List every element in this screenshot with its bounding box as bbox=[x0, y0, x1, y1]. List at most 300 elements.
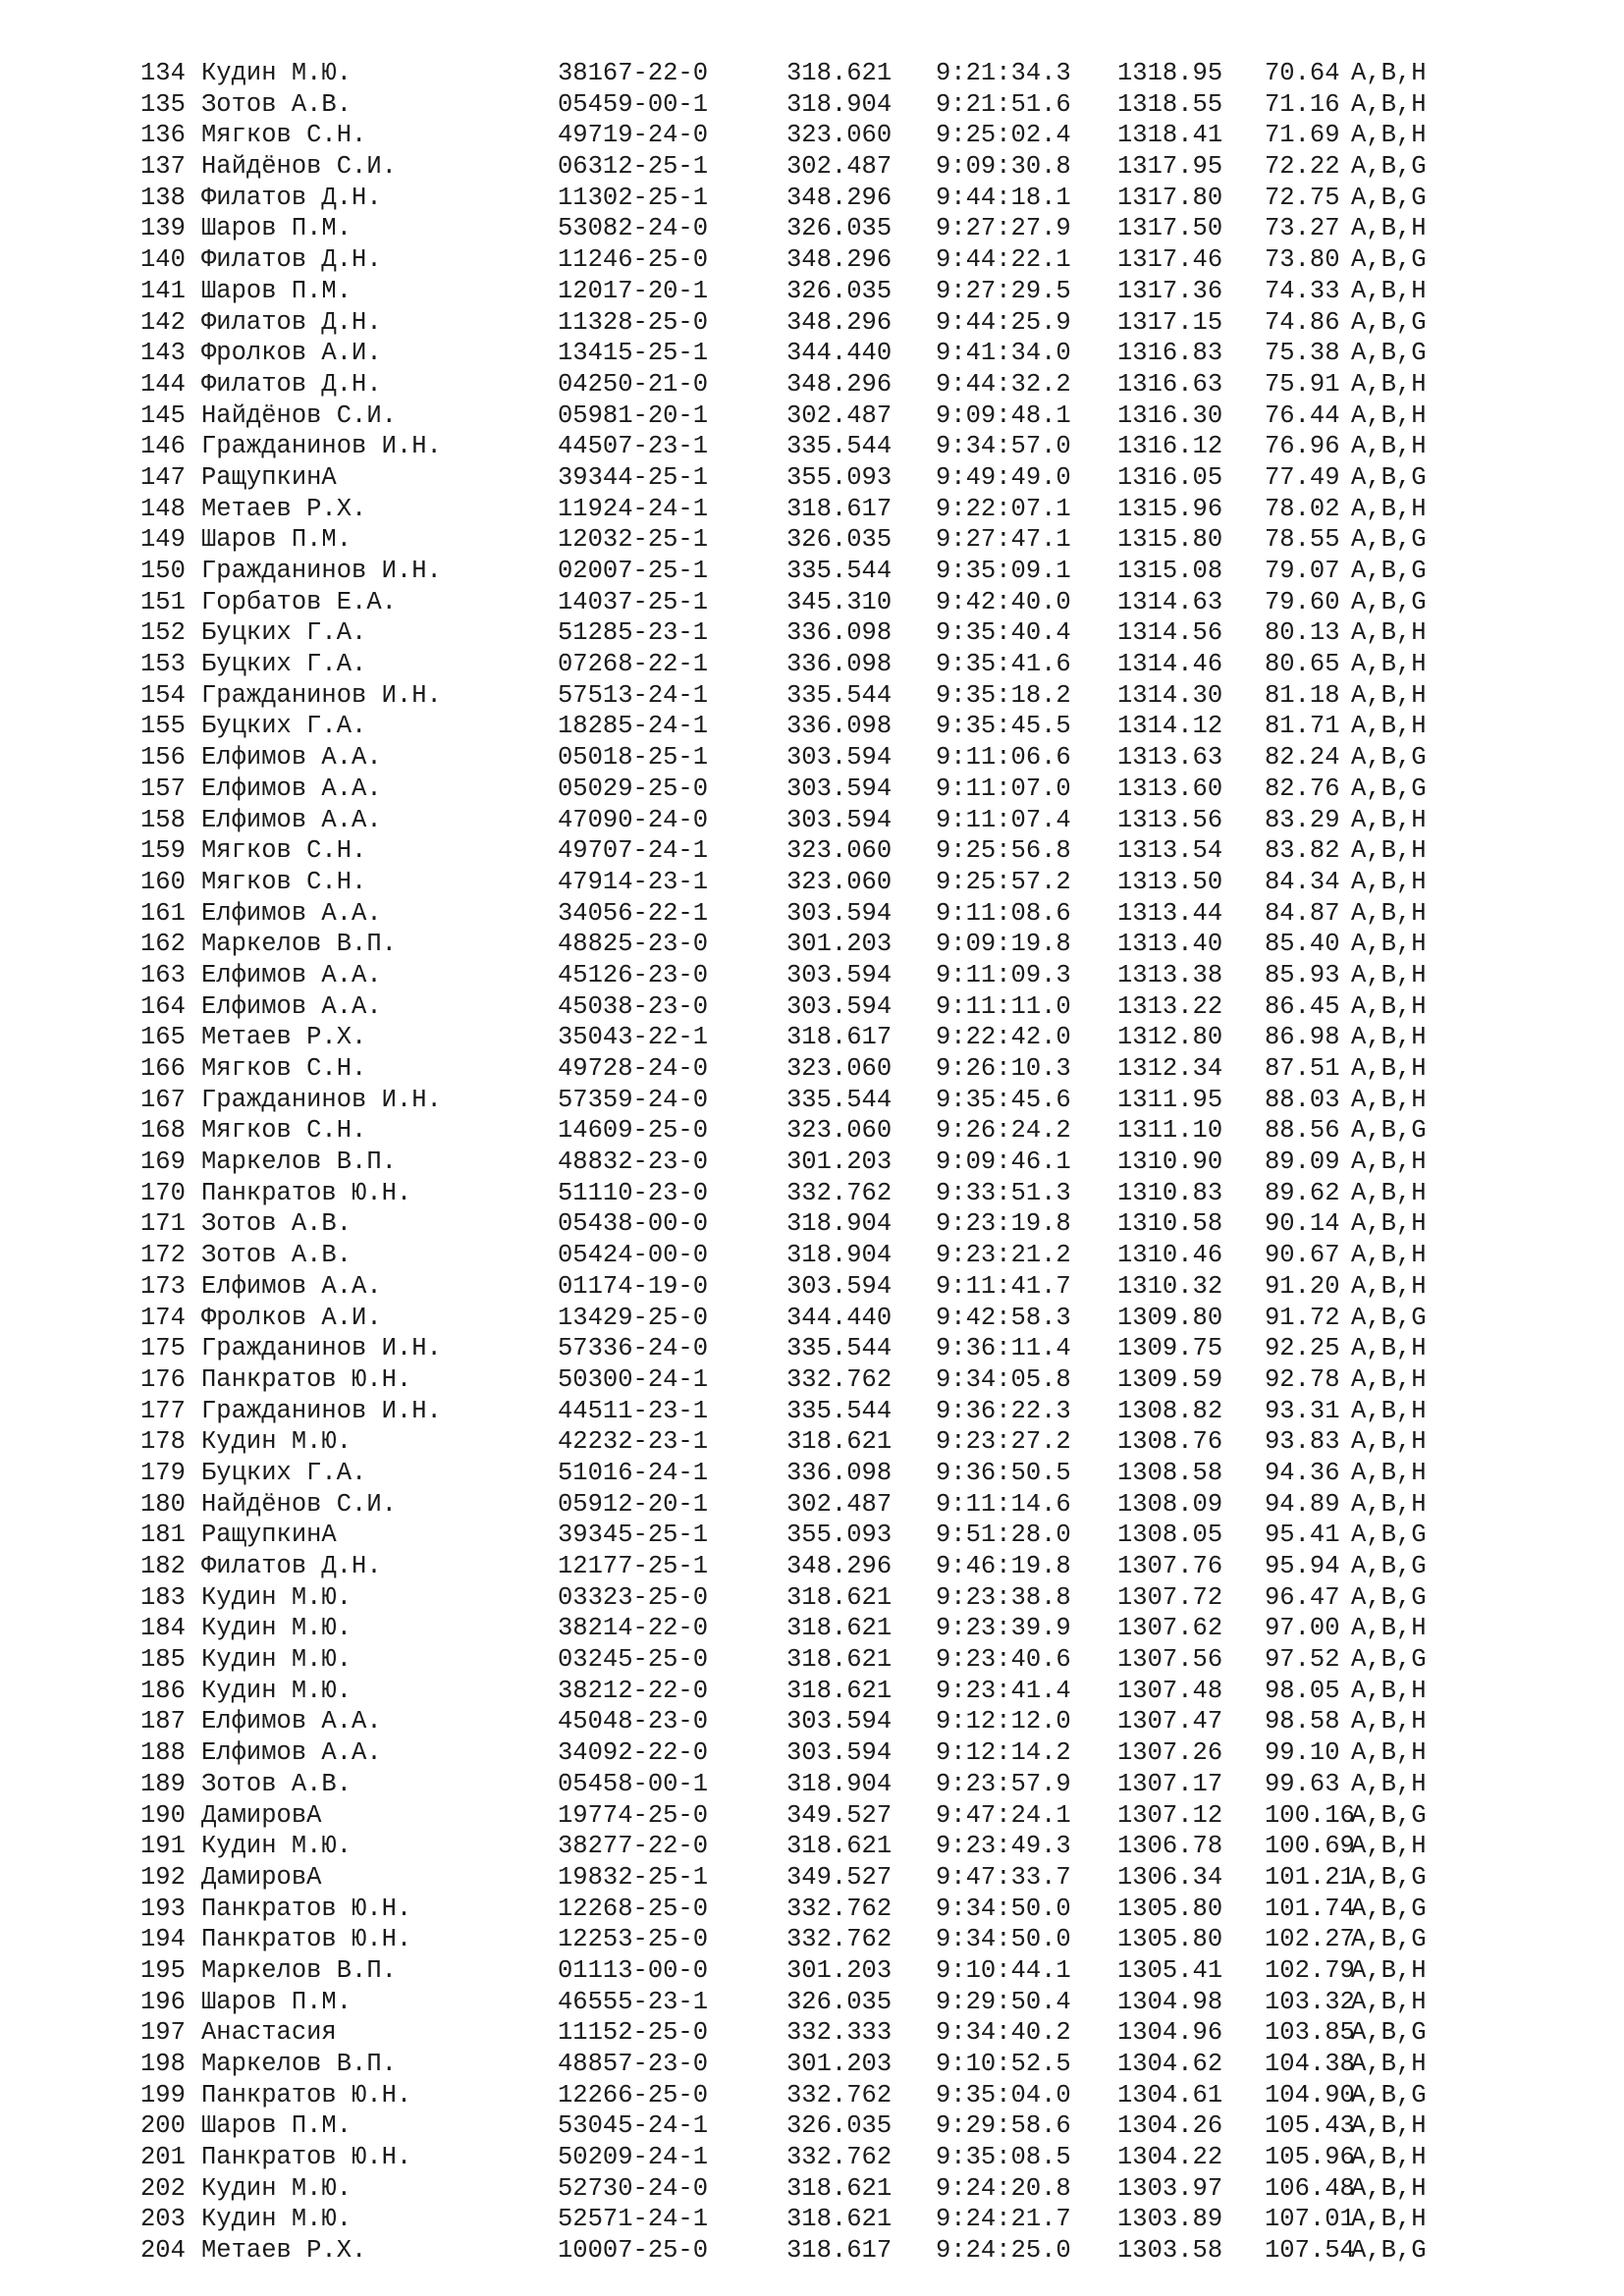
distance: 318.621 bbox=[786, 1832, 893, 1861]
distance: 348.296 bbox=[786, 369, 893, 399]
flags: A,B,H bbox=[1351, 1614, 1427, 1643]
distance: 318.904 bbox=[786, 89, 893, 119]
ring-number: 01174-19-0 bbox=[558, 1271, 709, 1301]
speed: 1317.15 bbox=[1117, 307, 1223, 337]
distance: 318.621 bbox=[786, 1427, 893, 1457]
percent: 96.47 bbox=[1265, 1582, 1340, 1612]
arrival-time: 9:11:11.0 bbox=[936, 991, 1071, 1021]
arrival-time: 9:23:27.2 bbox=[936, 1427, 1071, 1457]
participant-name: Панкратов Ю.Н. bbox=[201, 1178, 412, 1207]
row-number: 180 bbox=[140, 1489, 186, 1519]
participant-name: Филатов Д.Н. bbox=[201, 245, 382, 275]
flags: A,B,H bbox=[1351, 618, 1427, 648]
row-number: 167 bbox=[140, 1085, 186, 1114]
ring-number: 39344-25-1 bbox=[558, 462, 709, 492]
distance: 348.296 bbox=[786, 183, 893, 212]
participant-name: Кудин М.Ю. bbox=[201, 1427, 352, 1457]
arrival-time: 9:25:57.2 bbox=[936, 867, 1071, 896]
ring-number: 46555-23-1 bbox=[558, 1987, 709, 2016]
row-number: 186 bbox=[140, 1676, 186, 1705]
arrival-time: 9:29:50.4 bbox=[936, 1987, 1071, 2016]
ring-number: 45048-23-0 bbox=[558, 1707, 709, 1736]
table-row bbox=[140, 1085, 1515, 1116]
percent: 89.09 bbox=[1265, 1148, 1340, 1177]
row-number: 187 bbox=[140, 1707, 186, 1736]
table-row bbox=[140, 1022, 1515, 1053]
arrival-time: 9:34:40.2 bbox=[936, 2018, 1071, 2048]
flags: A,B,H bbox=[1351, 2143, 1427, 2172]
row-number: 201 bbox=[140, 2143, 186, 2172]
ring-number: 34056-22-1 bbox=[558, 898, 709, 928]
flags: A,B,H bbox=[1351, 1085, 1427, 1114]
row-number: 178 bbox=[140, 1427, 186, 1457]
speed: 1318.95 bbox=[1117, 59, 1223, 87]
ring-number: 45126-23-0 bbox=[558, 960, 709, 989]
arrival-time: 9:24:25.0 bbox=[936, 2236, 1071, 2266]
distance: 348.296 bbox=[786, 245, 893, 275]
percent: 104.90 bbox=[1265, 2080, 1355, 2109]
row-number: 160 bbox=[140, 867, 186, 896]
percent: 91.20 bbox=[1265, 1271, 1340, 1301]
percent: 92.78 bbox=[1265, 1364, 1340, 1394]
percent: 83.82 bbox=[1265, 836, 1340, 866]
participant-name: Елфимов А.А. bbox=[201, 805, 382, 834]
flags: A,B,H bbox=[1351, 1987, 1427, 2016]
distance: 318.904 bbox=[786, 1209, 893, 1239]
percent: 78.02 bbox=[1265, 494, 1340, 523]
speed: 1307.76 bbox=[1117, 1552, 1223, 1580]
speed: 1317.36 bbox=[1117, 276, 1223, 305]
ring-number: 10007-25-0 bbox=[558, 2236, 709, 2266]
row-number: 193 bbox=[140, 1894, 186, 1923]
percent: 106.48 bbox=[1265, 2173, 1355, 2203]
ring-number: 53045-24-1 bbox=[558, 2111, 709, 2141]
participant-name: Елфимов А.А. bbox=[201, 774, 382, 803]
table-row bbox=[140, 338, 1515, 369]
speed: 1314.63 bbox=[1117, 587, 1223, 616]
row-number: 182 bbox=[140, 1552, 186, 1580]
ring-number: 45038-23-0 bbox=[558, 991, 709, 1021]
arrival-time: 9:09:30.8 bbox=[936, 152, 1071, 182]
table-row bbox=[140, 400, 1515, 432]
ring-number: 47914-23-1 bbox=[558, 867, 709, 896]
flags: A,B,G bbox=[1351, 743, 1427, 773]
percent: 89.62 bbox=[1265, 1178, 1340, 1207]
table-row bbox=[140, 742, 1515, 774]
percent: 82.76 bbox=[1265, 774, 1340, 803]
row-number: 190 bbox=[140, 1800, 186, 1830]
percent: 94.36 bbox=[1265, 1458, 1340, 1487]
arrival-time: 9:11:09.3 bbox=[936, 960, 1071, 989]
distance: 332.762 bbox=[786, 2080, 893, 2109]
ring-number: 19832-25-1 bbox=[558, 1862, 709, 1892]
speed: 1308.09 bbox=[1117, 1489, 1223, 1519]
flags: A,B,H bbox=[1351, 214, 1427, 243]
table-row bbox=[140, 1862, 1515, 1894]
percent: 73.27 bbox=[1265, 214, 1340, 243]
arrival-time: 9:21:51.6 bbox=[936, 89, 1071, 119]
percent: 97.00 bbox=[1265, 1614, 1340, 1643]
arrival-time: 9:22:07.1 bbox=[936, 494, 1071, 523]
percent: 107.54 bbox=[1265, 2236, 1355, 2266]
speed: 1313.60 bbox=[1117, 774, 1223, 803]
arrival-time: 9:35:18.2 bbox=[936, 680, 1071, 710]
percent: 86.45 bbox=[1265, 991, 1340, 1021]
percent: 92.25 bbox=[1265, 1334, 1340, 1363]
speed: 1314.30 bbox=[1117, 680, 1223, 710]
flags: A,B,H bbox=[1351, 1209, 1427, 1239]
ring-number: 14037-25-1 bbox=[558, 587, 709, 616]
participant-name: Панкратов Ю.Н. bbox=[201, 1894, 412, 1923]
flags: A,B,G bbox=[1351, 525, 1427, 555]
percent: 85.40 bbox=[1265, 930, 1340, 959]
table-row bbox=[140, 960, 1515, 991]
flags: A,B,G bbox=[1351, 1521, 1427, 1550]
arrival-time: 9:11:14.6 bbox=[936, 1489, 1071, 1519]
row-number: 194 bbox=[140, 1925, 186, 1954]
percent: 82.24 bbox=[1265, 743, 1340, 773]
arrival-time: 9:25:56.8 bbox=[936, 836, 1071, 866]
flags: A,B,H bbox=[1351, 1023, 1427, 1052]
arrival-time: 9:36:22.3 bbox=[936, 1396, 1071, 1425]
arrival-time: 9:26:24.2 bbox=[936, 1116, 1071, 1146]
table-row bbox=[140, 1520, 1515, 1551]
flags: A,B,G bbox=[1351, 2236, 1427, 2266]
row-number: 137 bbox=[140, 152, 186, 182]
speed: 1318.55 bbox=[1117, 89, 1223, 119]
participant-name: Найдёнов С.И. bbox=[201, 1489, 397, 1519]
speed: 1313.40 bbox=[1117, 930, 1223, 959]
distance: 344.440 bbox=[786, 339, 893, 368]
row-number: 183 bbox=[140, 1582, 186, 1612]
flags: A,B,H bbox=[1351, 805, 1427, 834]
speed: 1304.98 bbox=[1117, 1987, 1223, 2016]
distance: 336.098 bbox=[786, 618, 893, 648]
speed: 1303.89 bbox=[1117, 2205, 1223, 2234]
participant-name: Елфимов А.А. bbox=[201, 1271, 382, 1301]
distance: 323.060 bbox=[786, 121, 893, 150]
percent: 72.22 bbox=[1265, 152, 1340, 182]
speed: 1312.34 bbox=[1117, 1054, 1223, 1083]
participant-name: РащупкинА bbox=[201, 462, 337, 492]
flags: A,B,H bbox=[1351, 1738, 1427, 1768]
row-number: 189 bbox=[140, 1769, 186, 1798]
distance: 302.487 bbox=[786, 152, 893, 182]
distance: 335.544 bbox=[786, 557, 893, 585]
ring-number: 04250-21-0 bbox=[558, 369, 709, 399]
distance: 303.594 bbox=[786, 1271, 893, 1301]
table-row bbox=[140, 1458, 1515, 1489]
percent: 83.29 bbox=[1265, 805, 1340, 834]
distance: 303.594 bbox=[786, 774, 893, 803]
ring-number: 18285-24-1 bbox=[558, 712, 709, 741]
table-row bbox=[140, 1240, 1515, 1271]
row-number: 139 bbox=[140, 214, 186, 243]
speed: 1310.58 bbox=[1117, 1209, 1223, 1239]
arrival-time: 9:35:09.1 bbox=[936, 557, 1071, 585]
row-number: 172 bbox=[140, 1241, 186, 1270]
participant-name: Зотов А.В. bbox=[201, 89, 352, 119]
row-number: 150 bbox=[140, 557, 186, 585]
distance: 323.060 bbox=[786, 836, 893, 866]
ring-number: 38212-22-0 bbox=[558, 1676, 709, 1705]
participant-name: Найдёнов С.И. bbox=[201, 400, 397, 430]
table-row bbox=[140, 587, 1515, 618]
row-number: 138 bbox=[140, 183, 186, 212]
table-row bbox=[140, 58, 1515, 89]
ring-number: 02007-25-1 bbox=[558, 557, 709, 585]
participant-name: ДамировА bbox=[201, 1862, 322, 1892]
percent: 99.63 bbox=[1265, 1769, 1340, 1798]
table-row bbox=[140, 1364, 1515, 1396]
distance: 318.621 bbox=[786, 1582, 893, 1612]
flags: A,B,G bbox=[1351, 245, 1427, 275]
flags: A,B,G bbox=[1351, 557, 1427, 585]
row-number: 171 bbox=[140, 1209, 186, 1239]
distance: 318.904 bbox=[786, 1769, 893, 1798]
speed: 1306.78 bbox=[1117, 1832, 1223, 1861]
speed: 1304.62 bbox=[1117, 2050, 1223, 2078]
flags: A,B,H bbox=[1351, 2205, 1427, 2234]
arrival-time: 9:23:41.4 bbox=[936, 1676, 1071, 1705]
row-number: 204 bbox=[140, 2236, 186, 2266]
percent: 80.13 bbox=[1265, 618, 1340, 648]
table-row bbox=[140, 991, 1515, 1023]
ring-number: 44507-23-1 bbox=[558, 432, 709, 461]
row-number: 134 bbox=[140, 59, 186, 87]
row-number: 151 bbox=[140, 587, 186, 616]
ring-number: 05458-00-1 bbox=[558, 1769, 709, 1798]
participant-name: РащупкинА bbox=[201, 1521, 337, 1550]
arrival-time: 9:35:40.4 bbox=[936, 618, 1071, 648]
distance: 355.093 bbox=[786, 462, 893, 492]
distance: 355.093 bbox=[786, 1521, 893, 1550]
arrival-time: 9:22:42.0 bbox=[936, 1023, 1071, 1052]
ring-number: 05424-00-0 bbox=[558, 1241, 709, 1270]
arrival-time: 9:23:39.9 bbox=[936, 1614, 1071, 1643]
percent: 93.31 bbox=[1265, 1396, 1340, 1425]
table-row bbox=[140, 1333, 1515, 1364]
percent: 95.41 bbox=[1265, 1521, 1340, 1550]
arrival-time: 9:12:14.2 bbox=[936, 1738, 1071, 1768]
speed: 1318.41 bbox=[1117, 121, 1223, 150]
percent: 86.98 bbox=[1265, 1023, 1340, 1052]
flags: A,B,G bbox=[1351, 2018, 1427, 2048]
distance: 335.544 bbox=[786, 1396, 893, 1425]
speed: 1317.80 bbox=[1117, 183, 1223, 212]
flags: A,B,H bbox=[1351, 1427, 1427, 1457]
distance: 318.621 bbox=[786, 2205, 893, 2234]
row-number: 177 bbox=[140, 1396, 186, 1425]
flags: A,B,G bbox=[1351, 183, 1427, 212]
flags: A,B,H bbox=[1351, 1489, 1427, 1519]
percent: 98.05 bbox=[1265, 1676, 1340, 1705]
percent: 84.34 bbox=[1265, 867, 1340, 896]
row-number: 169 bbox=[140, 1148, 186, 1177]
flags: A,B,G bbox=[1351, 1552, 1427, 1580]
distance: 335.544 bbox=[786, 1085, 893, 1114]
row-number: 198 bbox=[140, 2050, 186, 2078]
ring-number: 11328-25-0 bbox=[558, 307, 709, 337]
arrival-time: 9:11:06.6 bbox=[936, 743, 1071, 773]
table-row bbox=[140, 494, 1515, 525]
participant-name: Кудин М.Ю. bbox=[201, 1614, 352, 1643]
row-number: 184 bbox=[140, 1614, 186, 1643]
percent: 100.69 bbox=[1265, 1832, 1355, 1861]
table-row bbox=[140, 1676, 1515, 1707]
participant-name: Филатов Д.Н. bbox=[201, 369, 382, 399]
percent: 94.89 bbox=[1265, 1489, 1340, 1519]
arrival-time: 9:34:05.8 bbox=[936, 1364, 1071, 1394]
distance: 335.544 bbox=[786, 1334, 893, 1363]
speed: 1304.61 bbox=[1117, 2080, 1223, 2109]
arrival-time: 9:10:44.1 bbox=[936, 1955, 1071, 1985]
ring-number: 38214-22-0 bbox=[558, 1614, 709, 1643]
table-row bbox=[140, 1426, 1515, 1458]
percent: 95.94 bbox=[1265, 1552, 1340, 1580]
ring-number: 07268-22-1 bbox=[558, 650, 709, 679]
participant-name: Гражданинов И.Н. bbox=[201, 557, 442, 585]
distance: 348.296 bbox=[786, 307, 893, 337]
ring-number: 50209-24-1 bbox=[558, 2143, 709, 2172]
participant-name: Панкратов Ю.Н. bbox=[201, 2143, 412, 2172]
participant-name: Гражданинов И.Н. bbox=[201, 680, 442, 710]
row-number: 162 bbox=[140, 930, 186, 959]
distance: 332.762 bbox=[786, 2143, 893, 2172]
row-number: 191 bbox=[140, 1832, 186, 1861]
row-number: 161 bbox=[140, 898, 186, 928]
table-row bbox=[140, 369, 1515, 400]
speed: 1317.46 bbox=[1117, 245, 1223, 275]
ring-number: 51285-23-1 bbox=[558, 618, 709, 648]
arrival-time: 9:25:02.4 bbox=[936, 121, 1071, 150]
speed: 1309.59 bbox=[1117, 1364, 1223, 1394]
percent: 75.91 bbox=[1265, 369, 1340, 399]
arrival-time: 9:11:41.7 bbox=[936, 1271, 1071, 1301]
flags: A,B,H bbox=[1351, 930, 1427, 959]
distance: 318.617 bbox=[786, 1023, 893, 1052]
arrival-time: 9:36:11.4 bbox=[936, 1334, 1071, 1363]
results-table bbox=[140, 58, 1515, 2267]
participant-name: Мягков С.Н. bbox=[201, 1054, 367, 1083]
ring-number: 01113-00-0 bbox=[558, 1955, 709, 1985]
ring-number: 05018-25-1 bbox=[558, 743, 709, 773]
flags: A,B,H bbox=[1351, 494, 1427, 523]
participant-name: Метаев Р.Х. bbox=[201, 1023, 367, 1052]
speed: 1316.12 bbox=[1117, 432, 1223, 461]
percent: 104.38 bbox=[1265, 2050, 1355, 2078]
ring-number: 05459-00-1 bbox=[558, 89, 709, 119]
arrival-time: 9:09:46.1 bbox=[936, 1148, 1071, 1177]
table-row bbox=[140, 867, 1515, 898]
distance: 349.527 bbox=[786, 1862, 893, 1892]
arrival-time: 9:46:19.8 bbox=[936, 1552, 1071, 1580]
speed: 1315.96 bbox=[1117, 494, 1223, 523]
speed: 1308.76 bbox=[1117, 1427, 1223, 1457]
arrival-time: 9:12:12.0 bbox=[936, 1707, 1071, 1736]
ring-number: 12253-25-0 bbox=[558, 1925, 709, 1954]
distance: 318.621 bbox=[786, 1614, 893, 1643]
speed: 1317.95 bbox=[1117, 152, 1223, 182]
row-number: 192 bbox=[140, 1862, 186, 1892]
speed: 1307.47 bbox=[1117, 1707, 1223, 1736]
row-number: 147 bbox=[140, 462, 186, 492]
percent: 93.83 bbox=[1265, 1427, 1340, 1457]
speed: 1308.58 bbox=[1117, 1458, 1223, 1487]
flags: A,B,G bbox=[1351, 1582, 1427, 1612]
speed: 1316.63 bbox=[1117, 369, 1223, 399]
table-row bbox=[140, 1613, 1515, 1644]
table-row bbox=[140, 462, 1515, 494]
table-row bbox=[140, 649, 1515, 680]
speed: 1310.32 bbox=[1117, 1271, 1223, 1301]
flags: A,B,H bbox=[1351, 867, 1427, 896]
percent: 101.74 bbox=[1265, 1894, 1355, 1923]
participant-name: Маркелов В.П. bbox=[201, 1148, 397, 1177]
distance: 303.594 bbox=[786, 898, 893, 928]
flags: A,B,G bbox=[1351, 774, 1427, 803]
row-number: 141 bbox=[140, 276, 186, 305]
flags: A,B,H bbox=[1351, 59, 1427, 87]
table-row bbox=[140, 1271, 1515, 1303]
speed: 1310.90 bbox=[1117, 1148, 1223, 1177]
percent: 88.56 bbox=[1265, 1116, 1340, 1146]
percent: 71.69 bbox=[1265, 121, 1340, 150]
percent: 88.03 bbox=[1265, 1085, 1340, 1114]
percent: 90.67 bbox=[1265, 1241, 1340, 1270]
arrival-time: 9:35:45.6 bbox=[936, 1085, 1071, 1114]
arrival-time: 9:51:28.0 bbox=[936, 1521, 1071, 1550]
participant-name: Шаров П.М. bbox=[201, 2111, 352, 2141]
distance: 318.904 bbox=[786, 1241, 893, 1270]
flags: A,B,H bbox=[1351, 1396, 1427, 1425]
ring-number: 57359-24-0 bbox=[558, 1085, 709, 1114]
flags: A,B,H bbox=[1351, 1364, 1427, 1394]
speed: 1303.58 bbox=[1117, 2236, 1223, 2266]
speed: 1310.83 bbox=[1117, 1178, 1223, 1207]
speed: 1305.41 bbox=[1117, 1955, 1223, 1985]
distance: 326.035 bbox=[786, 214, 893, 243]
distance: 301.203 bbox=[786, 1148, 893, 1177]
table-row bbox=[140, 431, 1515, 462]
table-row bbox=[140, 1644, 1515, 1676]
distance: 303.594 bbox=[786, 743, 893, 773]
distance: 303.594 bbox=[786, 805, 893, 834]
distance: 344.440 bbox=[786, 1303, 893, 1332]
ring-number: 12266-25-0 bbox=[558, 2080, 709, 2109]
table-row bbox=[140, 1924, 1515, 1955]
table-row bbox=[140, 2142, 1515, 2173]
table-row bbox=[140, 2235, 1515, 2267]
row-number: 195 bbox=[140, 1955, 186, 1985]
arrival-time: 9:35:41.6 bbox=[936, 650, 1071, 679]
flags: A,B,H bbox=[1351, 2050, 1427, 2078]
arrival-time: 9:35:08.5 bbox=[936, 2143, 1071, 2172]
percent: 98.58 bbox=[1265, 1707, 1340, 1736]
ring-number: 52730-24-0 bbox=[558, 2173, 709, 2203]
flags: A,B,G bbox=[1351, 1116, 1427, 1146]
speed: 1308.05 bbox=[1117, 1521, 1223, 1550]
distance: 332.762 bbox=[786, 1364, 893, 1394]
ring-number: 11152-25-0 bbox=[558, 2018, 709, 2048]
arrival-time: 9:23:38.8 bbox=[936, 1582, 1071, 1612]
table-row bbox=[140, 556, 1515, 587]
row-number: 170 bbox=[140, 1178, 186, 1207]
distance: 318.617 bbox=[786, 2236, 893, 2266]
participant-name: Шаров П.М. bbox=[201, 276, 352, 305]
speed: 1309.80 bbox=[1117, 1303, 1223, 1332]
ring-number: 19774-25-0 bbox=[558, 1800, 709, 1830]
